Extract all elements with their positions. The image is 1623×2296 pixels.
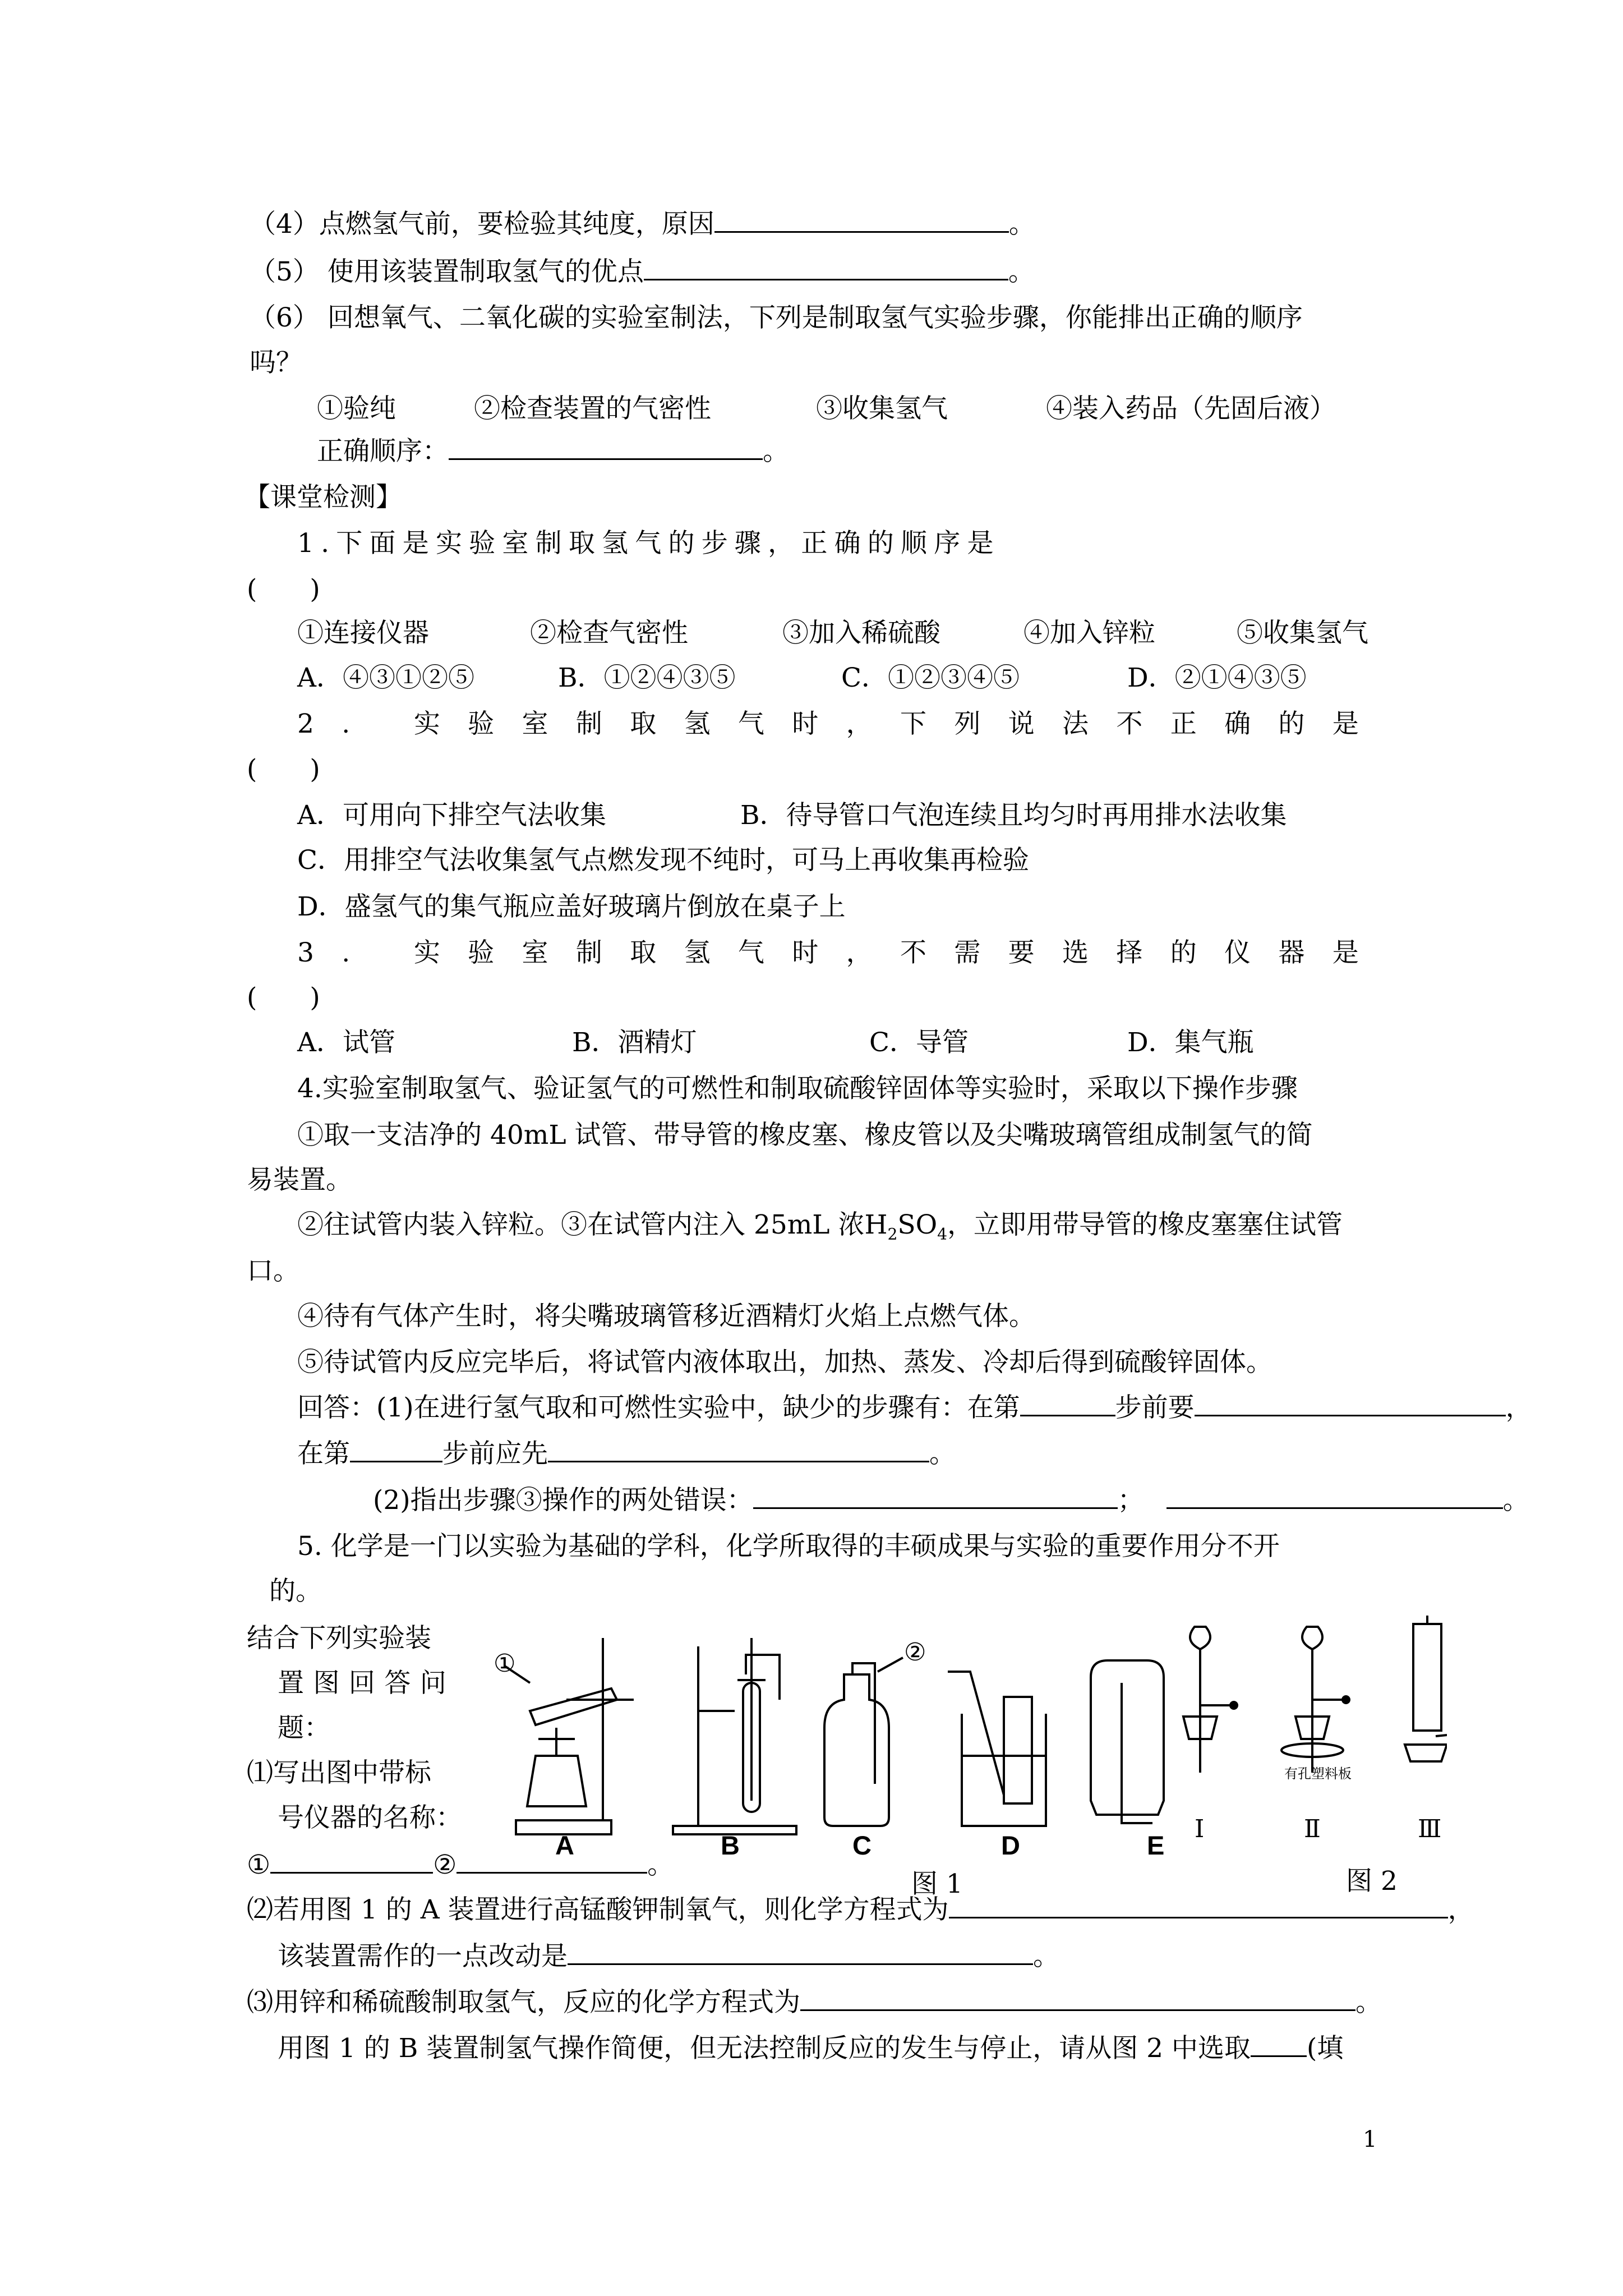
t1-option-c[interactable]: C．①②③④⑤ — [841, 662, 1020, 693]
t1-step-1: ①连接仪器 — [297, 618, 429, 648]
t5-q1-blanks: ① ② 。 — [247, 1849, 674, 1880]
t4-answer-1-cont: 在第 步前应先 。 — [297, 1438, 956, 1469]
apparatus-a — [505, 1638, 634, 1834]
test-2-paren[interactable]: ( ) — [247, 754, 320, 785]
t1-option-b[interactable]: B．①②④③⑤ — [558, 662, 736, 693]
fig2-device-i — [1183, 1627, 1234, 1773]
fig2-device-ii — [1281, 1627, 1346, 1773]
t2-option-d[interactable]: D．盛氢气的集气瓶应盖好玻璃片倒放在桌子上 — [297, 891, 846, 922]
answer-blank[interactable] — [800, 1986, 1355, 2011]
t5-q1: ⑴写出图中带标 — [247, 1757, 431, 1788]
apparatus-e — [1091, 1660, 1164, 1823]
t4-step-5: ⑤待试管内反应完毕后，将试管内液体取出，加热、蒸发、冷却后得到硫酸锌固体。 — [297, 1347, 1272, 1378]
q6-step-2: ②检查装置的气密性 — [474, 393, 711, 424]
apparatus-label-c: C — [852, 1830, 872, 1860]
t2-option-b[interactable]: B．待导管口气泡连续且均匀时再用排水法收集 — [740, 800, 1287, 831]
apparatus-c — [824, 1658, 903, 1826]
test-1: 1.下面是实验室制取氢气的步骤，正确的顺序是 — [297, 528, 1000, 559]
apparatus-label-e: E — [1147, 1830, 1165, 1860]
figure-1-caption: 图 1 — [911, 1869, 963, 1899]
t1-step-2: ②检查气密性 — [530, 618, 688, 648]
t2-option-a[interactable]: A．可用向下排空气法收集 — [297, 800, 606, 831]
apparatus-figure — [482, 1616, 1447, 1907]
answer-blank[interactable] — [714, 208, 1009, 233]
answer-blank[interactable] — [350, 1437, 442, 1462]
plate-label: 有孔塑料板 — [1284, 1766, 1352, 1782]
t4-step-2-cont: 口。 — [247, 1255, 299, 1286]
t1-step-4: ④加入锌粒 — [1023, 618, 1155, 648]
t5-q3-cont: 用图 1 的 B 装置制氢气操作简便，但无法控制反应的发生与停止，请从图 2 中选取 (填 — [278, 2033, 1344, 2064]
t2-option-c[interactable]: C．用排空气法收集氢气点燃发现不纯时，可马上再收集再检验 — [297, 845, 1029, 876]
t1-option-d[interactable]: D．②①④③⑤ — [1127, 662, 1307, 693]
fig2-label-iii: Ⅲ — [1418, 1815, 1442, 1843]
t5-q2-cont: 该装置需作的一点改动是 。 — [278, 1941, 1059, 1972]
apparatus-b — [673, 1638, 796, 1834]
answer-blank[interactable] — [270, 1848, 433, 1874]
fig2-label-i: Ⅰ — [1195, 1815, 1205, 1843]
t5-side-2: 置图回答问 — [278, 1668, 456, 1699]
test-3-paren[interactable]: ( ) — [247, 982, 320, 1013]
test-3: 3. 实验室制取氢气时，不需要选择的仪器是 — [297, 937, 1387, 968]
q6-step-4: ④装入药品（先固后液） — [1046, 393, 1336, 424]
fig2-device-iii — [1405, 1616, 1447, 1761]
answer-blank[interactable] — [548, 1437, 929, 1462]
test-1-paren[interactable]: ( ) — [247, 574, 320, 605]
t5-q2: ⑵若用图 1 的 A 装置进行高锰酸钾制氧气，则化学方程式为 ， — [247, 1894, 1474, 1925]
t1-step-5: ⑤收集氢气 — [1237, 618, 1368, 648]
t3-option-d[interactable]: D．集气瓶 — [1127, 1027, 1254, 1058]
t3-option-b[interactable]: B．酒精灯 — [572, 1027, 697, 1058]
section-title: 【课堂检测】 — [244, 482, 402, 513]
q6-step-3: ③收集氢气 — [816, 393, 948, 424]
marker-2: ② — [904, 1638, 926, 1667]
apparatus-label-a: A — [555, 1830, 574, 1860]
answer-blank[interactable] — [753, 1484, 1118, 1509]
test-2: 2. 实验室制取氢气时，下列说法不正确的是 — [297, 708, 1387, 739]
answer-blank[interactable] — [644, 255, 1008, 280]
q6-order: 正确顺序： 。 — [317, 436, 789, 467]
apparatus-d — [948, 1672, 1046, 1826]
test-5-cont: 的。 — [269, 1576, 322, 1607]
apparatus-label-b: B — [721, 1830, 740, 1860]
q6-step-1: ①验纯 — [317, 393, 396, 424]
t4-step-1-cont: 易装置。 — [247, 1165, 352, 1195]
t5-q3: ⑶用锌和稀硫酸制取氢气，反应的化学方程式为 。 — [247, 1987, 1382, 2018]
t5-side-3: 题： — [278, 1713, 330, 1743]
t4-step-2-3: ②往试管内装入锌粒。③在试管内注入 25mL 浓$H_2SO_4$，立即用带导管的橡皮塞塞住试管 — [297, 1209, 1343, 1244]
test-4: 4.实验室制取氢气、验证氢气的可燃性和制取硫酸锌固体等实验时，采取以下操作步骤 — [297, 1073, 1298, 1104]
answer-blank[interactable] — [1166, 1484, 1503, 1509]
answer-blank[interactable] — [949, 1893, 1448, 1918]
fig2-label-ii: Ⅱ — [1304, 1815, 1321, 1843]
question-4: （4）点燃氢气前，要检验其纯度，原因 。 — [250, 209, 1035, 240]
figure-2-caption: 图 2 — [1346, 1866, 1398, 1897]
t4-step-4: ④待有气体产生时，将尖嘴玻璃管移近酒精灯火焰上点燃气体。 — [297, 1301, 1035, 1332]
t4-answer-1: 回答：(1)在进行氢气取和可燃性实验中，缺少的步骤有：在第 步前要 ， — [297, 1392, 1532, 1423]
answer-blank[interactable] — [568, 1940, 1033, 1965]
t1-option-a[interactable]: A．④③①②⑤ — [297, 662, 474, 693]
t3-option-a[interactable]: A．试管 — [297, 1027, 395, 1058]
question-6-cont: 吗？ — [250, 347, 302, 378]
test-5: 5. 化学是一门以实验为基础的学科，化学所取得的丰硕成果与实验的重要作用分不开 — [297, 1531, 1280, 1562]
answer-blank[interactable] — [1020, 1391, 1115, 1416]
answer-blank[interactable] — [449, 435, 763, 460]
t5-side-1: 结合下列实验装 — [247, 1623, 431, 1654]
question-5: （5） 使用该装置制取氢气的优点 。 — [250, 256, 1035, 287]
apparatus-label-d: D — [1001, 1830, 1020, 1860]
t1-step-3: ③加入稀硫酸 — [782, 618, 940, 648]
question-6: （6） 回想氧气、二氧化碳的实验室制法，下列是制取氢气实验步骤，你能排出正确的顺序 — [250, 302, 1303, 333]
t4-step-1: ①取一支洁净的 40mL 试管、带导管的橡皮塞、橡皮管以及尖嘴玻璃管组成制氢气的简 — [297, 1120, 1313, 1151]
t4-answer-2: (2)指出步骤③操作的两处错误： ； 。 — [373, 1485, 1529, 1516]
t5-q1-cont: 号仪器的名称： — [278, 1802, 462, 1833]
t3-option-c[interactable]: C．导管 — [869, 1027, 969, 1058]
page-number: 1 — [1363, 2127, 1377, 2152]
answer-blank[interactable] — [1195, 1391, 1506, 1416]
marker-1: ① — [494, 1649, 516, 1678]
answer-blank[interactable] — [1251, 2032, 1307, 2057]
